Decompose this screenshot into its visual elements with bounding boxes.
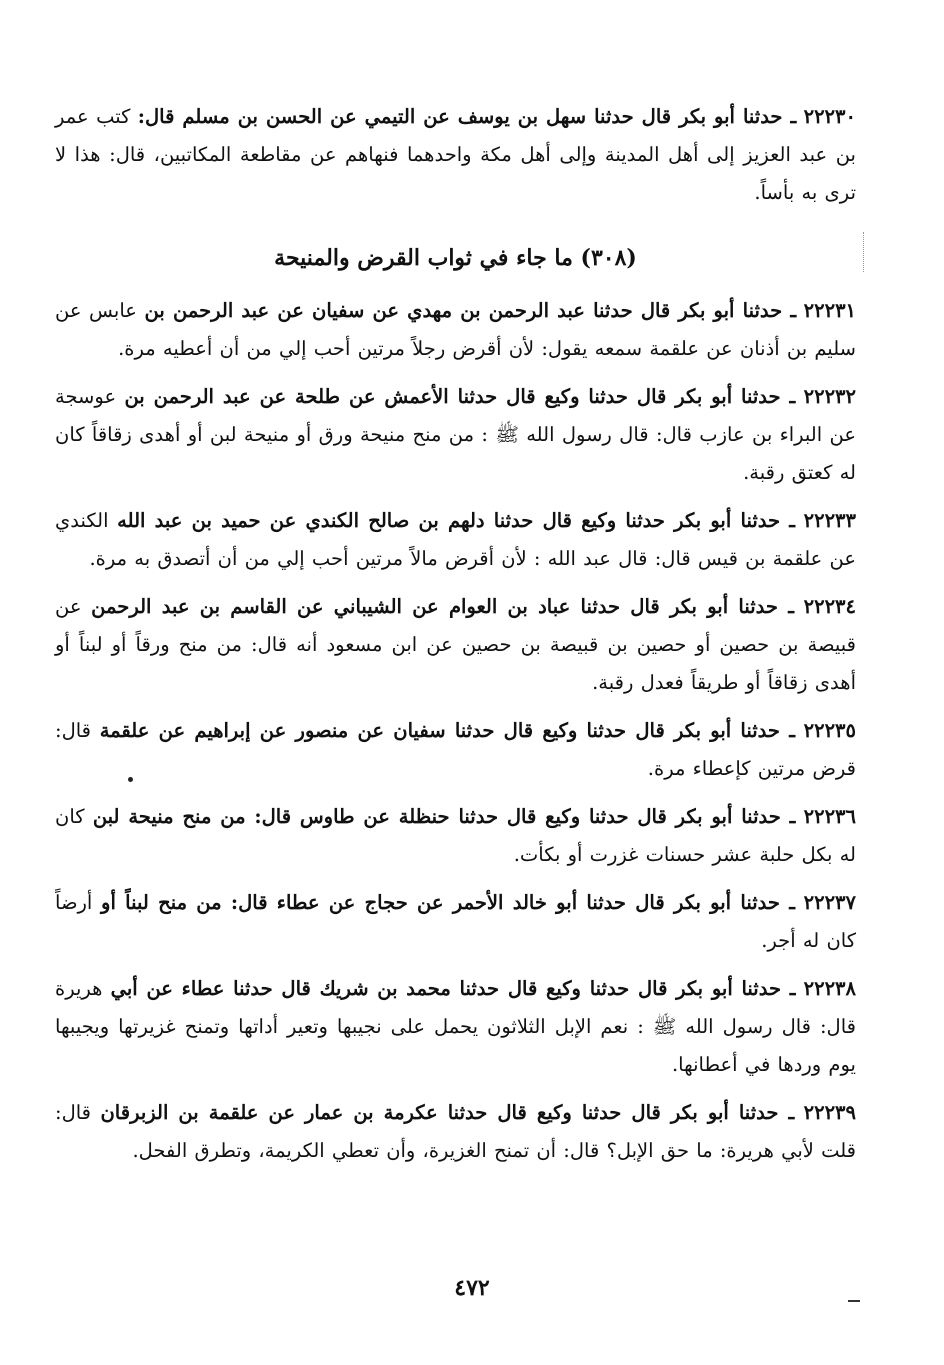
hadith-text: كان له بكل حلبة عشر حسنات غزرت أو بكأت. <box>55 805 856 866</box>
hadith-text: كتب عمر بن عبد العزيز إلى أهل المدينة وإلى أهل مكة واحدهما فنهاهم عن مقاطعة المكاتبين، قال: هذا لا ترى به بأساً. <box>55 105 856 204</box>
hadith-number: ٢٢٢٣٤ <box>803 595 857 618</box>
hadith-text: قال: قرض مرتين كإعطاء مرة. <box>55 719 856 780</box>
hadith-entry <box>55 292 856 368</box>
hadith-entry <box>55 1094 856 1170</box>
hadith-chain: ـ حدثنا أبو بكر حدثنا وكيع قال حدثنا دلهم بن صالح الكندي عن حميد بن عبد الله <box>117 509 795 532</box>
hadith-number: ٢٢٢٣٥ <box>803 719 856 742</box>
hadith-entry <box>55 798 856 874</box>
hadith-entry <box>55 502 856 578</box>
margin-mark <box>848 1300 860 1302</box>
hadith-chain: ـ حدثنا أبو بكر قال حدثنا وكيع قال حدثنا محمد بن شريك قال حدثنا عطاء عن أبي <box>110 977 796 1000</box>
hadith-entry <box>55 884 856 960</box>
hadith-text: عوسجة عن البراء بن عازب قال: قال رسول الله ﷺ : من منح منيحة ورق أو منيحة لبن أو أهدى زقاقاً كان له كعتق رقبة. <box>55 385 856 484</box>
hadith-text: عن قبيصة بن حصين أو حصين بن قبيصة بن حصين عن ابن مسعود أنه قال: من منح ورقاً أو لبناً أو أهدى زقاقاً أو طريقاً فعدل رقبة. <box>55 595 856 694</box>
hadith-list <box>55 292 856 1170</box>
hadith-number: ٢٢٢٣٢ <box>803 385 856 408</box>
hadith-text: عابس عن سليم بن أذنان عن علقمة سمعه يقول: لأن أقرض رجلاً مرتين أحب إلي من أن أعطيه مرة. <box>55 299 856 360</box>
hadith-number: ٢٢٢٣٦ <box>803 805 857 828</box>
hadith-chain: ـ حدثنا أبو بكر قال حدثنا عبد الرحمن بن مهدي عن سفيان عن عبد الرحمن بن <box>144 299 797 322</box>
page-number: ٤٧٢ <box>454 1275 490 1301</box>
hadith-entry <box>55 588 856 702</box>
hadith-chain: ـ حدثنا أبو بكر قال حدثنا وكيع قال حدثنا حنظلة عن طاوس قال: من منح منيحة لبن <box>92 805 796 828</box>
hadith-number: ٢٢٢٣٣ <box>803 509 856 532</box>
hadith-chain: ـ حدثنا أبو بكر قال حدثنا عباد بن العوام عن الشيباني عن القاسم بن عبد الرحمن <box>91 595 794 618</box>
hadith-number: ٢٢٢٣١ <box>803 299 857 322</box>
hadith-chain: ـ حدثنا أبو بكر قال حدثنا وكيع قال حدثنا عكرمة بن عمار عن علقمة بن الزبرقان <box>100 1101 795 1124</box>
hadith-text: الكندي عن علقمة بن قيس قال: قال عبد الله : لأن أقرض مالاً مرتين أحب إلي من أن أتصدق به مرة. <box>55 509 856 570</box>
hadith-number: ٢٢٢٣٩ <box>803 1101 857 1124</box>
hadith-chain: ـ حدثنا أبو بكر قال حدثنا أبو خالد الأحمر عن حجاج عن عطاء قال: من منح لبناً أو <box>101 891 795 914</box>
hadith-text: هريرة قال: قال رسول الله ﷺ : نعم الإبل الثلاثون يحمل على نجيبها وتعير أداتها وتمنح غزيرتها ويجيبها يوم وردها في أعطانها. <box>55 977 856 1076</box>
section-heading: (٣٠٨) ما جاء في ثواب القرض والمنيحة <box>274 245 637 271</box>
hadith-entry <box>55 378 856 492</box>
hadith-number: ٢٢٢٣٠ <box>803 105 856 128</box>
hadith-number: ٢٢٢٣٧ <box>803 891 857 914</box>
ink-dot <box>128 777 133 782</box>
hadith-text: قال: قلت لأبي هريرة: ما حق الإبل؟ قال: أن تمنح الغزيرة، وأن تعطي الكريمة، وتطرق الفحل. <box>55 1101 856 1162</box>
hadith-number: ٢٢٢٣٨ <box>803 977 857 1000</box>
hadith-chain: ـ حدثنا أبو بكر قال حدثنا وكيع قال حدثنا الأعمش عن طلحة عن عبد الرحمن بن <box>124 385 796 408</box>
hadith-entry <box>55 712 856 788</box>
hadith-chain: ـ حدثنا أبو بكر قال حدثنا وكيع قال حدثنا سفيان عن منصور عن إبراهيم عن علقمة <box>99 719 795 742</box>
hadith-chain: ـ حدثنا أبو بكر قال حدثنا سهل بن يوسف عن التيمي عن الحسن بن مسلم قال: <box>137 105 797 128</box>
hadith-text: أرضاً كان له أجر. <box>55 891 856 952</box>
margin-rule <box>862 232 864 272</box>
hadith-entry <box>55 970 856 1084</box>
intro-hadith <box>55 98 856 212</box>
